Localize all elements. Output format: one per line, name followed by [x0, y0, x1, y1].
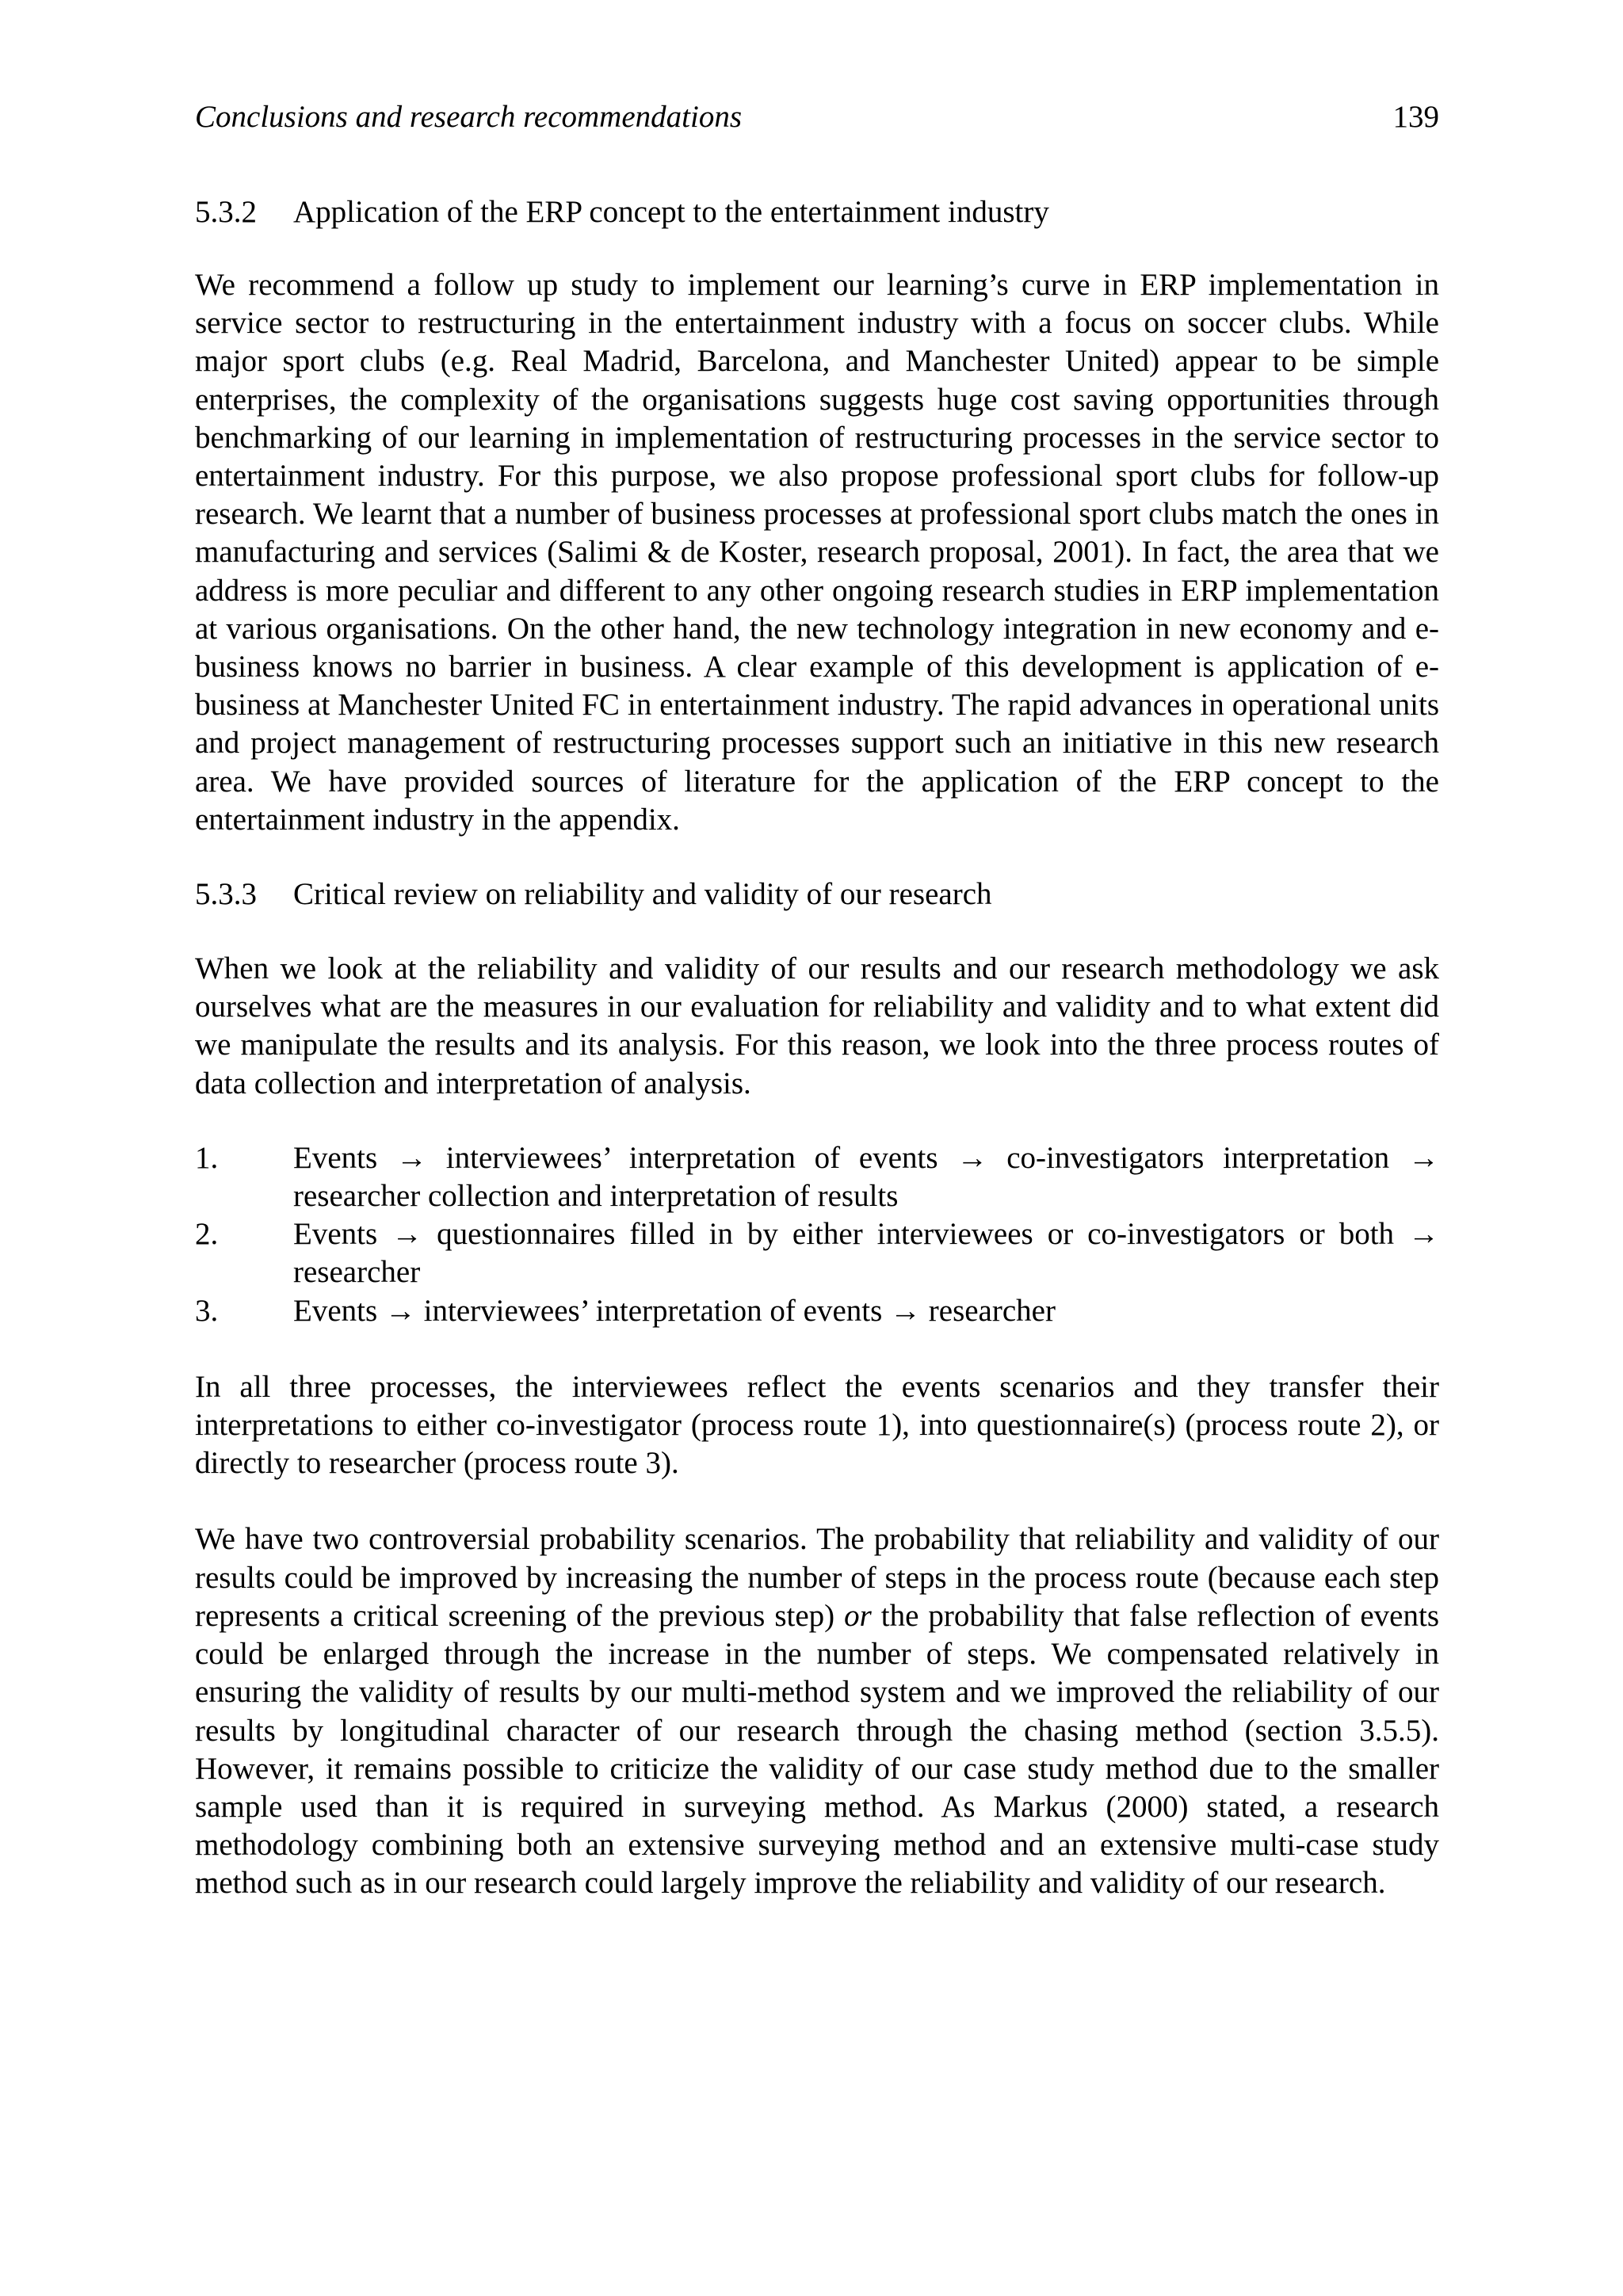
page-number: 139 [1392, 100, 1439, 134]
section-title: Application of the ERP concept to the entertainment industry [293, 195, 1049, 229]
list-item-text: Events → interviewees’ interpretation of events → researcher [293, 1293, 1056, 1328]
probability-text-part-2: the probability that false reflection of events could be enlarged through the increase in the number of steps. We compensated relatively in ensuring the validity of results by our multi-method system and we improved the reliability of our results by longitudinal character of our research through the chasing method (section 3.5.5). However, it remains possible to criticize the validity of our case study method due to the smaller sample used than it is required in surveying method. As Markus (2000) stated, a research methodology combining both an extensive surveying method and an extensive multi-case study method such as in our research could largely improve the reliability and validity of our research. [195, 1598, 1439, 1901]
section-number: 5.3.2 [195, 195, 257, 229]
erp-entertainment-paragraph: We recommend a follow up study to implement our learning’s curve in ERP implementation in service sector to restructuring in the entertainment industry with a focus on soccer clubs. While major sport clubs (e.g. Real Madrid, Barcelona, and Manchester United) appear to be simple enterprises, the complexity of the organisations suggests huge cost saving opportunities through benchmarking of our learning in implementation of restructuring processes in the service sector to entertainment industry. For this purpose, we also propose professional sport clubs for follow-up research. We learnt that a number of business processes at professional sport clubs match the ones in manufacturing and services (Salimi & de Koster, research proposal, 2001). In fact, the area that we address is more peculiar and different to any other ongoing research studies in ERP implementation at various organisations. On the other hand, the new technology integration in new economy and e-business knows no barrier in business. A clear example of this development is application of e-business at Manchester United FC in entertainment industry. The rapid advances in operational units and project management of restructuring processes support such an initiative in this new research area. We have provided sources of literature for the application of the ERP concept to the entertainment industry in the appendix. [195, 268, 1439, 837]
list-item-text: Events → interviewees’ interpretation of events → co-investigators interpretation → researcher collection and interpretation of results [293, 1140, 1439, 1214]
running-title: Conclusions and research recommendations [195, 100, 743, 134]
document-page [195, 93, 1439, 1903]
list-item [195, 1215, 1439, 1291]
section-heading-5-3-2 [195, 193, 1439, 231]
list-marker: 1. [195, 1140, 219, 1175]
list-item-text: Events → questionnaires filled in by either interviewees or co-investigators or both → researcher [293, 1217, 1439, 1290]
section-number: 5.3.3 [195, 877, 257, 912]
section-heading-5-3-3 [195, 875, 1439, 913]
list-item [195, 1292, 1439, 1330]
process-routes-list [195, 1139, 1439, 1330]
processes-paragraph: In all three processes, the interviewees reflect the events scenarios and they transfer their interpretations to either co-investigator (process route 1), into questionnaire(s) (process route 2), or directly to researcher (process route 3). [195, 1369, 1439, 1481]
list-item [195, 1139, 1439, 1215]
probability-text-part-1: We have two controversial probability scenarios. The probability that reliability and validity of our results could be improved by increasing the number of steps in the process route (because each step represents a critical screening of the previous step) [195, 1522, 1439, 1633]
section-title: Critical review on reliability and validity of our research [293, 877, 992, 912]
list-marker: 2. [195, 1217, 219, 1252]
probability-paragraph [195, 1520, 1439, 1902]
list-marker: 3. [195, 1293, 219, 1328]
probability-text-or: or [844, 1598, 872, 1633]
reliability-intro-paragraph: When we look at the reliability and validity of our results and our research methodology we ask ourselves what are the measures in our evaluation for reliability and validity and to what extent did we manipulate the results and its analysis. For this reason, we look into the three process routes of data collection and interpretation of analysis. [195, 952, 1439, 1100]
page-header [195, 93, 1439, 141]
